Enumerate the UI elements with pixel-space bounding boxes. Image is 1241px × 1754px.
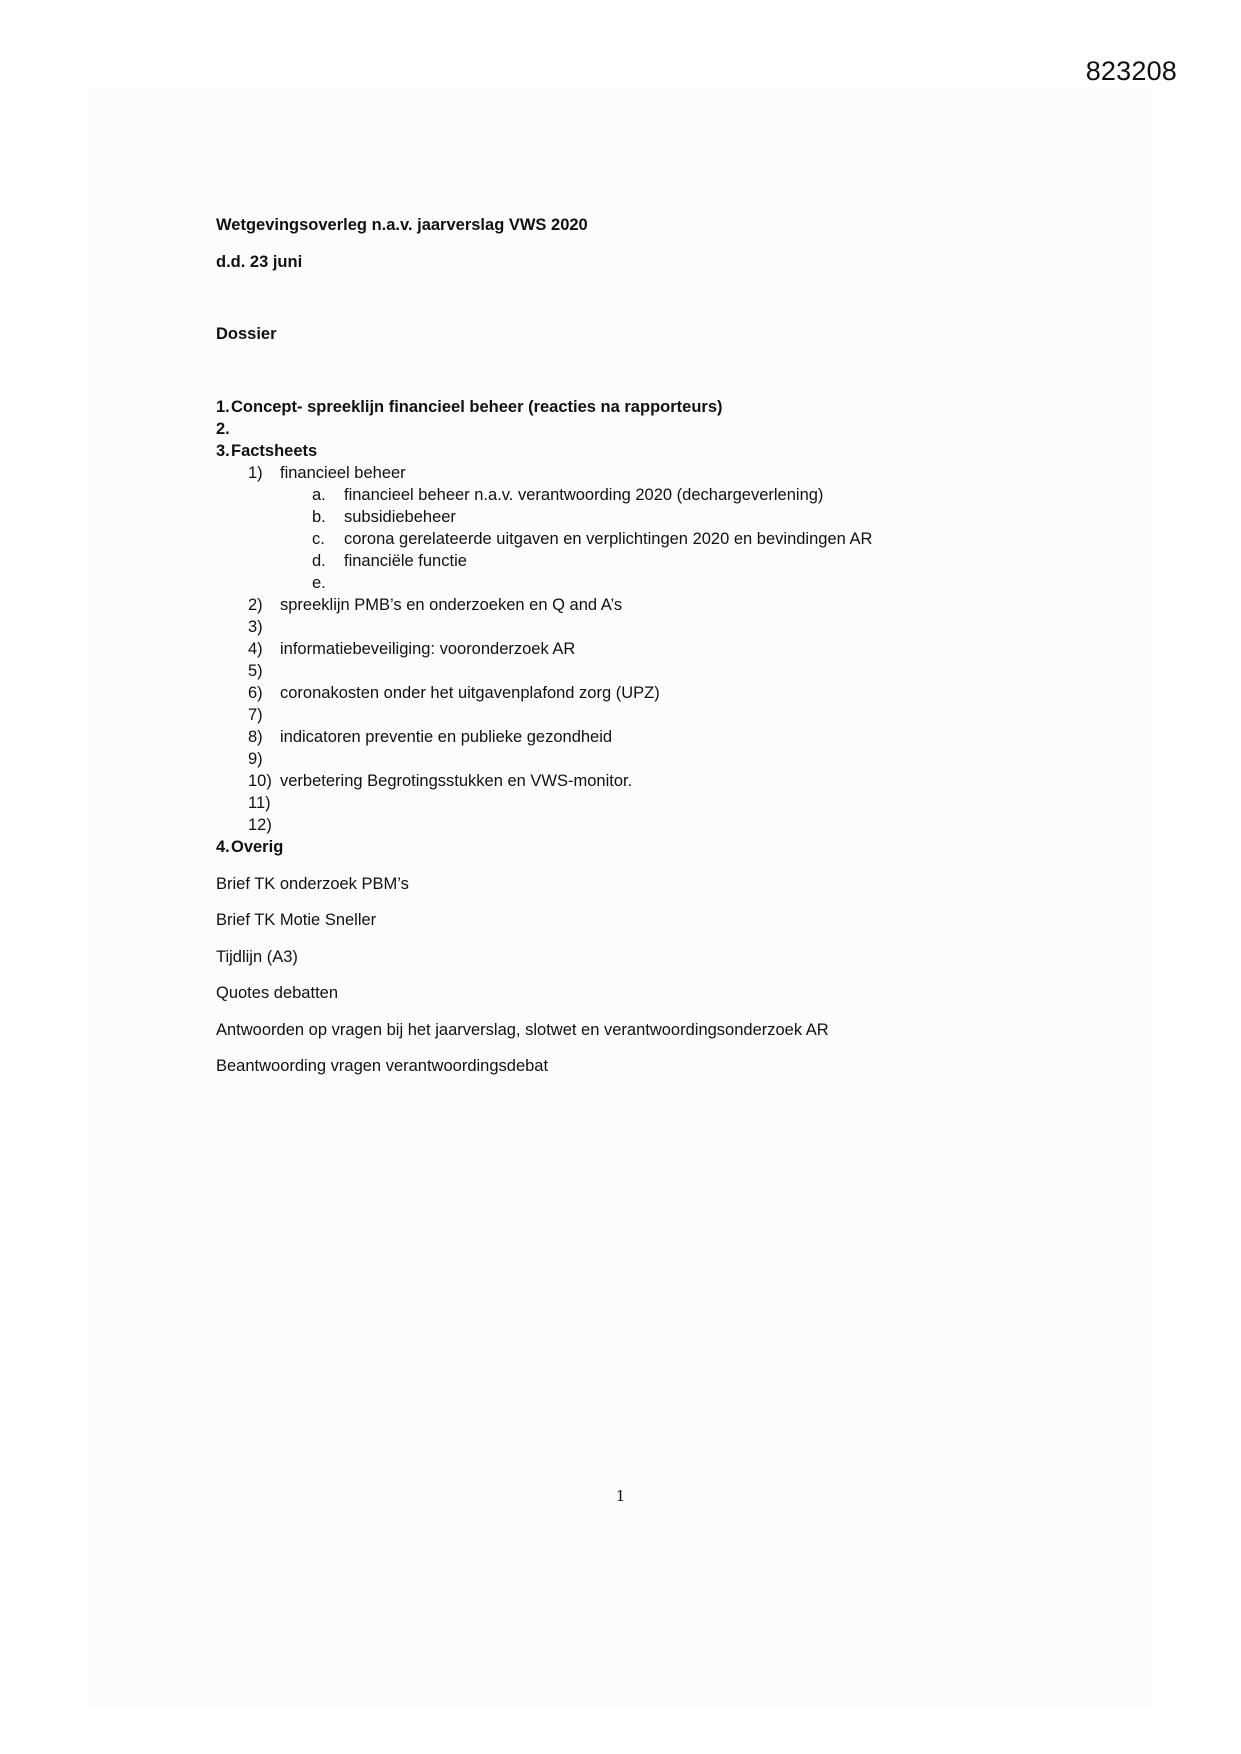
- factsheet-item: [248, 770, 632, 792]
- factsheet-item: [248, 594, 622, 616]
- list-item: [216, 396, 723, 418]
- overig-item: Brief TK Motie Sneller: [216, 911, 377, 929]
- factsheet-label: spreeklijn PMB’s en onderzoeken en Q and A’s: [280, 596, 623, 614]
- overig-item: Antwoorden op vragen bij het jaarverslag, slotwet en verantwoordingsonderzoek AR: [216, 1021, 829, 1039]
- section-heading: Dossier: [216, 325, 277, 343]
- factsheet-item: [248, 814, 280, 836]
- factsheet-number: 1): [248, 464, 263, 482]
- factsheet-item: [248, 660, 280, 682]
- subitem-label: financieel beheer n.a.v. verantwoording 2020 (dechargeverlening): [344, 486, 824, 504]
- factsheet-label: financieel beheer: [280, 464, 406, 482]
- factsheet-item: [248, 726, 612, 748]
- list-item-label: Overig: [231, 838, 284, 856]
- factsheet-number: 2): [248, 596, 263, 614]
- document-title: Wetgevingsoverleg n.a.v. jaarverslag VWS 2020: [216, 216, 588, 234]
- subitem-letter: e.: [312, 574, 326, 592]
- subitem-letter: a.: [312, 486, 326, 504]
- factsheet-label: informatiebeveiliging: vooronderzoek AR: [280, 640, 576, 658]
- subitem-letter: b.: [312, 508, 326, 526]
- factsheet-number: 6): [248, 684, 263, 702]
- list-item-number: 1.: [216, 398, 230, 416]
- list-item-label: Factsheets: [231, 442, 318, 460]
- subitem: [312, 550, 467, 572]
- factsheet-item: [248, 462, 406, 484]
- factsheet-item: [248, 682, 660, 704]
- overig-item: Tijdlijn (A3): [216, 948, 298, 966]
- overig-item: Beantwoording vragen verantwoordingsdebat: [216, 1057, 549, 1075]
- overig-item: Quotes debatten: [216, 984, 339, 1002]
- list-item-number: 3.: [216, 442, 230, 460]
- factsheet-item: [248, 704, 280, 726]
- factsheet-number: 9): [248, 750, 263, 768]
- subitem-letter: c.: [312, 530, 325, 548]
- document-date: d.d. 23 juni: [216, 253, 303, 271]
- subitem: [312, 528, 872, 550]
- list-item: [216, 440, 317, 462]
- list-item-number: 2.: [216, 420, 230, 438]
- subitem: [312, 484, 823, 506]
- factsheet-item: [248, 616, 280, 638]
- factsheet-label: indicatoren preventie en publieke gezondheid: [280, 728, 613, 746]
- factsheet-number: 11): [248, 794, 271, 812]
- factsheet-number: 4): [248, 640, 263, 658]
- list-item: [216, 418, 231, 440]
- factsheet-number: 10): [248, 772, 272, 790]
- list-item-label: Concept- spreeklijn financieel beheer (reacties na rapporteurs): [231, 398, 723, 416]
- page-number: 1: [615, 1487, 626, 1505]
- subitem-label: subsidiebeheer: [344, 508, 456, 526]
- subitem-label: corona gerelateerde uitgaven en verplichtingen 2020 en bevindingen AR: [344, 530, 873, 548]
- list-item-number: 4.: [216, 838, 230, 856]
- factsheet-number: 12): [248, 816, 272, 834]
- overig-item: Brief TK onderzoek PBM’s: [216, 875, 409, 893]
- factsheet-item: [248, 748, 280, 770]
- factsheet-label: coronakosten onder het uitgavenplafond zorg (UPZ): [280, 684, 660, 702]
- subitem: [312, 572, 344, 594]
- factsheet-item: [248, 638, 575, 660]
- factsheet-number: 3): [248, 618, 263, 636]
- subitem: [312, 506, 456, 528]
- factsheet-number: 8): [248, 728, 263, 746]
- list-item: [216, 836, 283, 858]
- factsheet-label: verbetering Begrotingsstukken en VWS-monitor.: [280, 772, 633, 790]
- factsheet-item: [248, 792, 280, 814]
- subitem-label: financiële functie: [344, 552, 467, 570]
- document-number: 823208: [1085, 56, 1177, 86]
- factsheet-number: 5): [248, 662, 263, 680]
- subitem-letter: d.: [312, 552, 326, 570]
- factsheet-number: 7): [248, 706, 263, 724]
